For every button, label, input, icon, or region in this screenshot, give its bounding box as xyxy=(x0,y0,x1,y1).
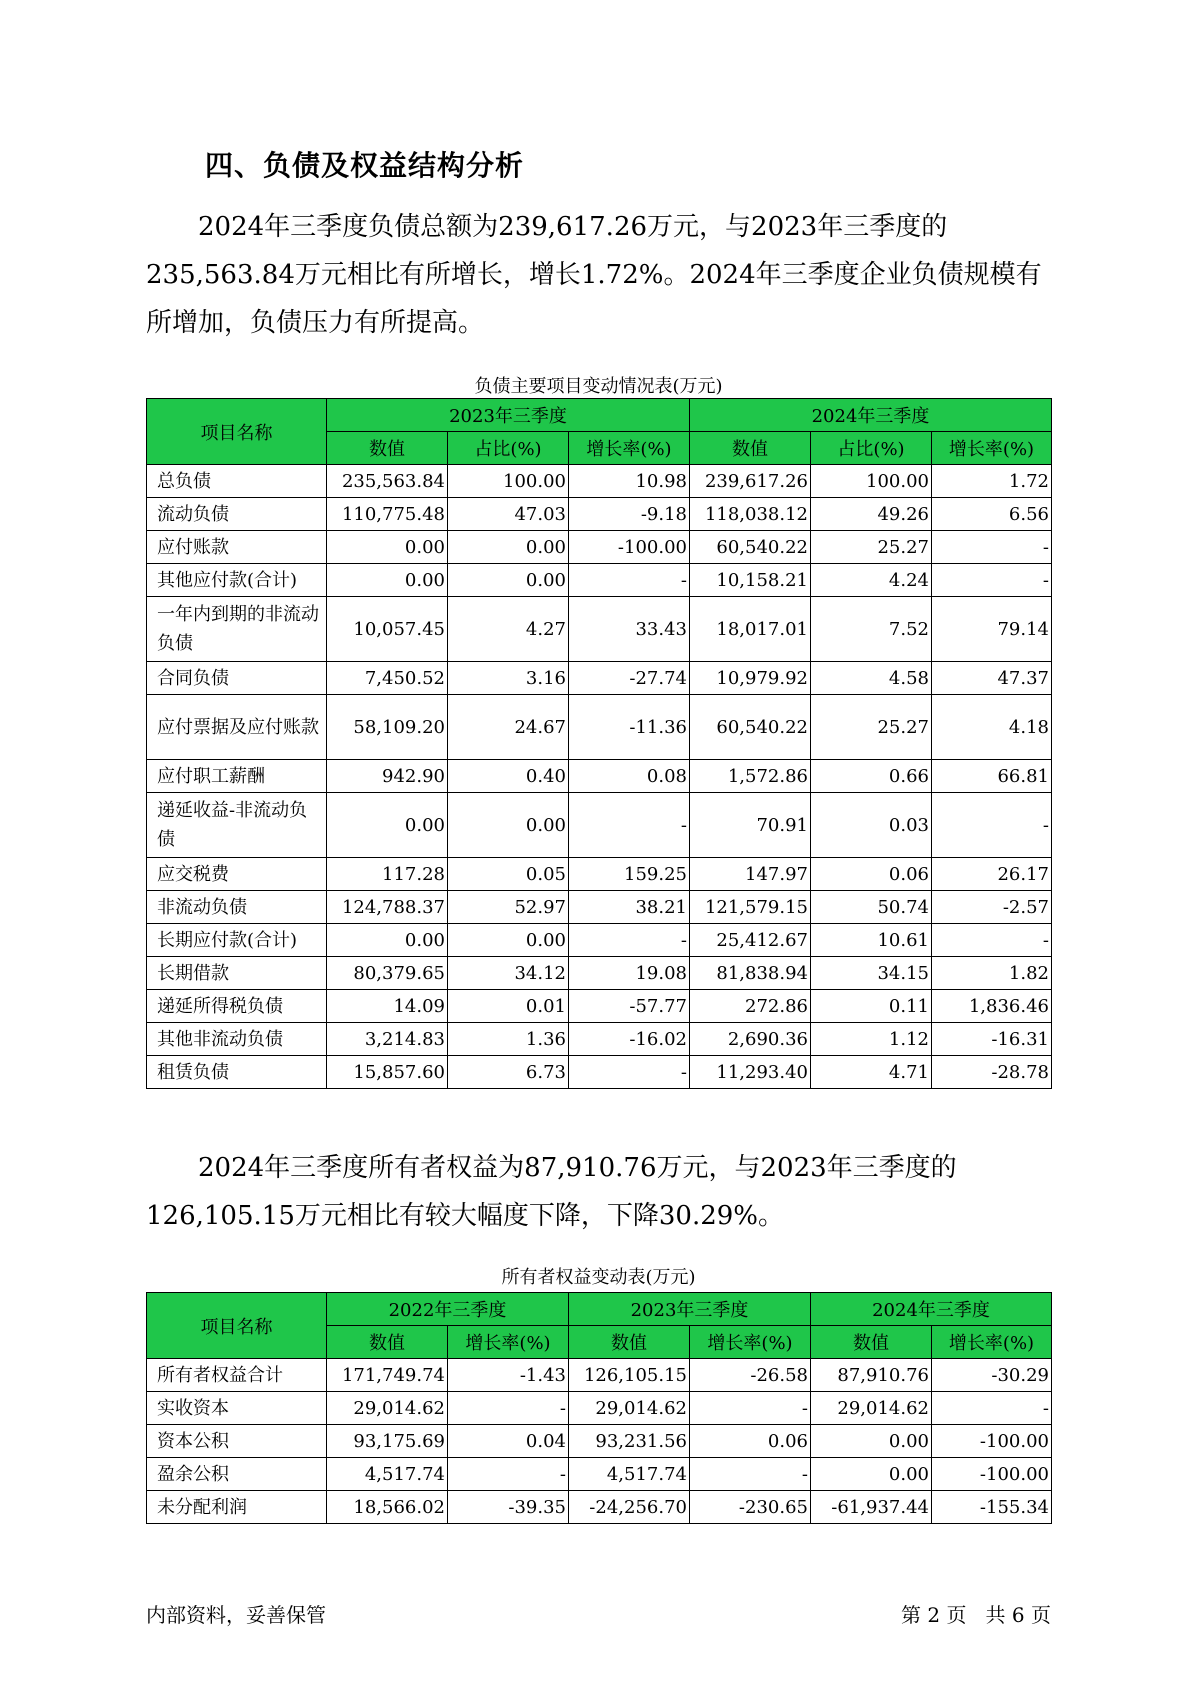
table-row xyxy=(147,662,1052,695)
table-cell: 100.00 xyxy=(448,465,569,498)
table-cell: 10,057.45 xyxy=(327,597,448,662)
table-cell: 0.00 xyxy=(811,1458,932,1491)
table-cell: -9.18 xyxy=(569,498,690,531)
table-cell: 50.74 xyxy=(811,891,932,924)
table-cell: 18,566.02 xyxy=(327,1491,448,1524)
table-cell: -30.29 xyxy=(932,1359,1052,1392)
table-cell: 272.86 xyxy=(690,990,811,1023)
table-cell: 66.81 xyxy=(932,760,1052,793)
table-cell: 11,293.40 xyxy=(690,1056,811,1089)
table-cell: 0.00 xyxy=(327,564,448,597)
table-row xyxy=(147,695,1052,760)
table-cell: 1.36 xyxy=(448,1023,569,1056)
row-label: 总负债 xyxy=(147,465,327,498)
table-cell: 4,517.74 xyxy=(327,1458,448,1491)
table-cell: 24.67 xyxy=(448,695,569,760)
row-label: 递延所得税负债 xyxy=(147,990,327,1023)
table-cell: 4,517.74 xyxy=(569,1458,690,1491)
table-cell: 29,014.62 xyxy=(811,1392,932,1425)
table-cell: 80,379.65 xyxy=(327,957,448,990)
column-header-value: 数值 xyxy=(327,1326,448,1359)
table-cell: 0.08 xyxy=(569,760,690,793)
column-header-item-name: 项目名称 xyxy=(147,1293,327,1359)
row-label: 长期应付款(合计) xyxy=(147,924,327,957)
table-cell: 0.03 xyxy=(811,793,932,858)
section-heading: 四、负债及权益结构分析 xyxy=(205,149,525,182)
table-cell: 0.04 xyxy=(448,1425,569,1458)
table-cell: 15,857.60 xyxy=(327,1056,448,1089)
table-cell: -100.00 xyxy=(569,531,690,564)
row-label: 盈余公积 xyxy=(147,1458,327,1491)
table-cell: 10.61 xyxy=(811,924,932,957)
table-cell: 171,749.74 xyxy=(327,1359,448,1392)
table-cell: - xyxy=(690,1458,811,1491)
table-cell: 0.00 xyxy=(448,531,569,564)
table-cell: - xyxy=(932,1392,1052,1425)
row-label: 资本公积 xyxy=(147,1425,327,1458)
column-group-2024q3: 2024年三季度 xyxy=(811,1293,1052,1326)
table-row xyxy=(147,1425,1052,1458)
table-row xyxy=(147,465,1052,498)
table-cell: 14.09 xyxy=(327,990,448,1023)
table-cell: 0.06 xyxy=(811,858,932,891)
table-cell: 7,450.52 xyxy=(327,662,448,695)
equity-table xyxy=(146,1292,1052,1524)
table-cell: 1.12 xyxy=(811,1023,932,1056)
table-cell: 25.27 xyxy=(811,531,932,564)
column-header-value: 数值 xyxy=(690,432,811,465)
table-cell: - xyxy=(932,924,1052,957)
liability-table-caption: 负债主要项目变动情况表(万元) xyxy=(474,376,723,397)
table-cell: 0.11 xyxy=(811,990,932,1023)
table-cell: -24,256.70 xyxy=(569,1491,690,1524)
footer-page-number: 第 2 页 共 6 页 xyxy=(901,1603,1051,1627)
table-cell: -230.65 xyxy=(690,1491,811,1524)
table-cell: 10.98 xyxy=(569,465,690,498)
table-cell: 0.00 xyxy=(327,793,448,858)
table-cell: 3.16 xyxy=(448,662,569,695)
table-cell: -39.35 xyxy=(448,1491,569,1524)
table-cell: 29,014.62 xyxy=(327,1392,448,1425)
table-cell: 6.73 xyxy=(448,1056,569,1089)
table-cell: -11.36 xyxy=(569,695,690,760)
table-cell: 4.27 xyxy=(448,597,569,662)
table-cell: -100.00 xyxy=(932,1425,1052,1458)
row-label: 应交税费 xyxy=(147,858,327,891)
table-row xyxy=(147,1392,1052,1425)
table-cell: -27.74 xyxy=(569,662,690,695)
table-cell: - xyxy=(932,793,1052,858)
table-cell: 0.00 xyxy=(327,531,448,564)
table-cell: 118,038.12 xyxy=(690,498,811,531)
table-cell: 60,540.22 xyxy=(690,531,811,564)
row-label: 实收资本 xyxy=(147,1392,327,1425)
column-group-2023q3: 2023年三季度 xyxy=(327,399,690,432)
table-cell: 33.43 xyxy=(569,597,690,662)
table-cell: 159.25 xyxy=(569,858,690,891)
table-cell: 34.15 xyxy=(811,957,932,990)
row-label: 应付账款 xyxy=(147,531,327,564)
table-cell: 0.00 xyxy=(811,1425,932,1458)
table-cell: - xyxy=(448,1392,569,1425)
table-cell: 1.82 xyxy=(932,957,1052,990)
table-cell: -57.77 xyxy=(569,990,690,1023)
table-row xyxy=(147,990,1052,1023)
table-cell: 49.26 xyxy=(811,498,932,531)
column-group-2022q3: 2022年三季度 xyxy=(327,1293,569,1326)
table-cell: 18,017.01 xyxy=(690,597,811,662)
table-cell: 58,109.20 xyxy=(327,695,448,760)
column-header-growth: 增长率(%) xyxy=(932,432,1052,465)
row-label: 递延收益-非流动负债 xyxy=(147,793,327,858)
table-cell: 942.90 xyxy=(327,760,448,793)
table-row xyxy=(147,760,1052,793)
table-cell: 124,788.37 xyxy=(327,891,448,924)
table-cell: 34.12 xyxy=(448,957,569,990)
table-cell: 0.01 xyxy=(448,990,569,1023)
row-label: 其他应付款(合计) xyxy=(147,564,327,597)
table-cell: - xyxy=(690,1392,811,1425)
table-cell: -61,937.44 xyxy=(811,1491,932,1524)
table-cell: 0.06 xyxy=(690,1425,811,1458)
row-label: 所有者权益合计 xyxy=(147,1359,327,1392)
table-cell: 0.00 xyxy=(448,564,569,597)
table-row xyxy=(147,597,1052,662)
column-header-growth: 增长率(%) xyxy=(690,1326,811,1359)
table-cell: 47.03 xyxy=(448,498,569,531)
table-row xyxy=(147,924,1052,957)
table-cell: 147.97 xyxy=(690,858,811,891)
table-cell: -26.58 xyxy=(690,1359,811,1392)
table-cell: 38.21 xyxy=(569,891,690,924)
column-header-item-name: 项目名称 xyxy=(147,399,327,465)
table-row xyxy=(147,531,1052,564)
row-label: 合同负债 xyxy=(147,662,327,695)
column-group-2024q3: 2024年三季度 xyxy=(690,399,1052,432)
table-row xyxy=(147,793,1052,858)
table-cell: - xyxy=(569,564,690,597)
table-row xyxy=(147,1491,1052,1524)
table-cell: 0.66 xyxy=(811,760,932,793)
row-label: 应付职工薪酬 xyxy=(147,760,327,793)
table-cell: 29,014.62 xyxy=(569,1392,690,1425)
table-cell: 0.40 xyxy=(448,760,569,793)
table-cell: 93,231.56 xyxy=(569,1425,690,1458)
table-cell: 3,214.83 xyxy=(327,1023,448,1056)
table-cell: -155.34 xyxy=(932,1491,1052,1524)
table-cell: 25,412.67 xyxy=(690,924,811,957)
row-label: 应付票据及应付账款 xyxy=(147,695,327,760)
table-cell: 47.37 xyxy=(932,662,1052,695)
table-cell: 4.71 xyxy=(811,1056,932,1089)
table-cell: 100.00 xyxy=(811,465,932,498)
table-cell: 0.00 xyxy=(327,924,448,957)
table-row xyxy=(147,891,1052,924)
table-cell: 52.97 xyxy=(448,891,569,924)
table-row xyxy=(147,1458,1052,1491)
table-cell: - xyxy=(569,924,690,957)
footer-confidential-note: 内部资料，妥善保管 xyxy=(146,1603,326,1627)
table-cell: 2,690.36 xyxy=(690,1023,811,1056)
table-row xyxy=(147,1023,1052,1056)
table-cell: 126,105.15 xyxy=(569,1359,690,1392)
table-cell: - xyxy=(932,531,1052,564)
table-cell: 93,175.69 xyxy=(327,1425,448,1458)
column-header-growth: 增长率(%) xyxy=(448,1326,569,1359)
column-header-value: 数值 xyxy=(569,1326,690,1359)
table-cell: -16.02 xyxy=(569,1023,690,1056)
table-cell: 26.17 xyxy=(932,858,1052,891)
table-cell: 0.00 xyxy=(448,793,569,858)
table-cell: -100.00 xyxy=(932,1458,1052,1491)
table-cell: 239,617.26 xyxy=(690,465,811,498)
table-cell: - xyxy=(448,1458,569,1491)
table-cell: 235,563.84 xyxy=(327,465,448,498)
table-cell: 6.56 xyxy=(932,498,1052,531)
table-row xyxy=(147,564,1052,597)
table-cell: -2.57 xyxy=(932,891,1052,924)
table-cell: 79.14 xyxy=(932,597,1052,662)
table-cell: 10,158.21 xyxy=(690,564,811,597)
column-header-value: 数值 xyxy=(327,432,448,465)
table-row xyxy=(147,498,1052,531)
liability-table xyxy=(146,398,1052,1089)
equity-table-caption: 所有者权益变动表(万元) xyxy=(501,1267,696,1288)
table-cell: 4.58 xyxy=(811,662,932,695)
column-header-growth: 增长率(%) xyxy=(569,432,690,465)
equity-summary-paragraph: 2024年三季度所有者权益为87,910.76万元，与2023年三季度的126,105.15万元相比有较大幅度下降，下降30.29%。 xyxy=(146,1153,957,1231)
column-header-value: 数值 xyxy=(811,1326,932,1359)
liability-summary-paragraph: 2024年三季度负债总额为239,617.26万元，与2023年三季度的235,563.84万元相比有所增长，增长1.72%。2024年三季度企业负债规模有所增加，负债压力有所提高。 xyxy=(146,212,1042,338)
table-cell: 0.05 xyxy=(448,858,569,891)
table-cell: -28.78 xyxy=(932,1056,1052,1089)
table-cell: - xyxy=(569,1056,690,1089)
table-cell: 1,572.86 xyxy=(690,760,811,793)
row-label: 流动负债 xyxy=(147,498,327,531)
table-cell: - xyxy=(932,564,1052,597)
row-label: 租赁负债 xyxy=(147,1056,327,1089)
table-cell: 7.52 xyxy=(811,597,932,662)
column-header-share: 占比(%) xyxy=(811,432,932,465)
table-cell: -1.43 xyxy=(448,1359,569,1392)
table-row xyxy=(147,858,1052,891)
table-cell: 4.18 xyxy=(932,695,1052,760)
table-cell: 1,836.46 xyxy=(932,990,1052,1023)
table-cell: 110,775.48 xyxy=(327,498,448,531)
column-header-share: 占比(%) xyxy=(448,432,569,465)
row-label: 未分配利润 xyxy=(147,1491,327,1524)
table-cell: 70.91 xyxy=(690,793,811,858)
table-cell: 1.72 xyxy=(932,465,1052,498)
table-cell: 4.24 xyxy=(811,564,932,597)
table-cell: -16.31 xyxy=(932,1023,1052,1056)
table-row xyxy=(147,1359,1052,1392)
table-cell: 0.00 xyxy=(448,924,569,957)
table-cell: 19.08 xyxy=(569,957,690,990)
column-group-2023q3: 2023年三季度 xyxy=(569,1293,811,1326)
row-label: 其他非流动负债 xyxy=(147,1023,327,1056)
table-cell: 60,540.22 xyxy=(690,695,811,760)
column-header-growth: 增长率(%) xyxy=(932,1326,1052,1359)
row-label: 一年内到期的非流动负债 xyxy=(147,597,327,662)
table-cell: 25.27 xyxy=(811,695,932,760)
table-row xyxy=(147,957,1052,990)
row-label: 长期借款 xyxy=(147,957,327,990)
table-row xyxy=(147,1056,1052,1089)
table-cell: - xyxy=(569,793,690,858)
table-cell: 121,579.15 xyxy=(690,891,811,924)
table-cell: 117.28 xyxy=(327,858,448,891)
table-cell: 87,910.76 xyxy=(811,1359,932,1392)
row-label: 非流动负债 xyxy=(147,891,327,924)
table-cell: 81,838.94 xyxy=(690,957,811,990)
table-cell: 10,979.92 xyxy=(690,662,811,695)
